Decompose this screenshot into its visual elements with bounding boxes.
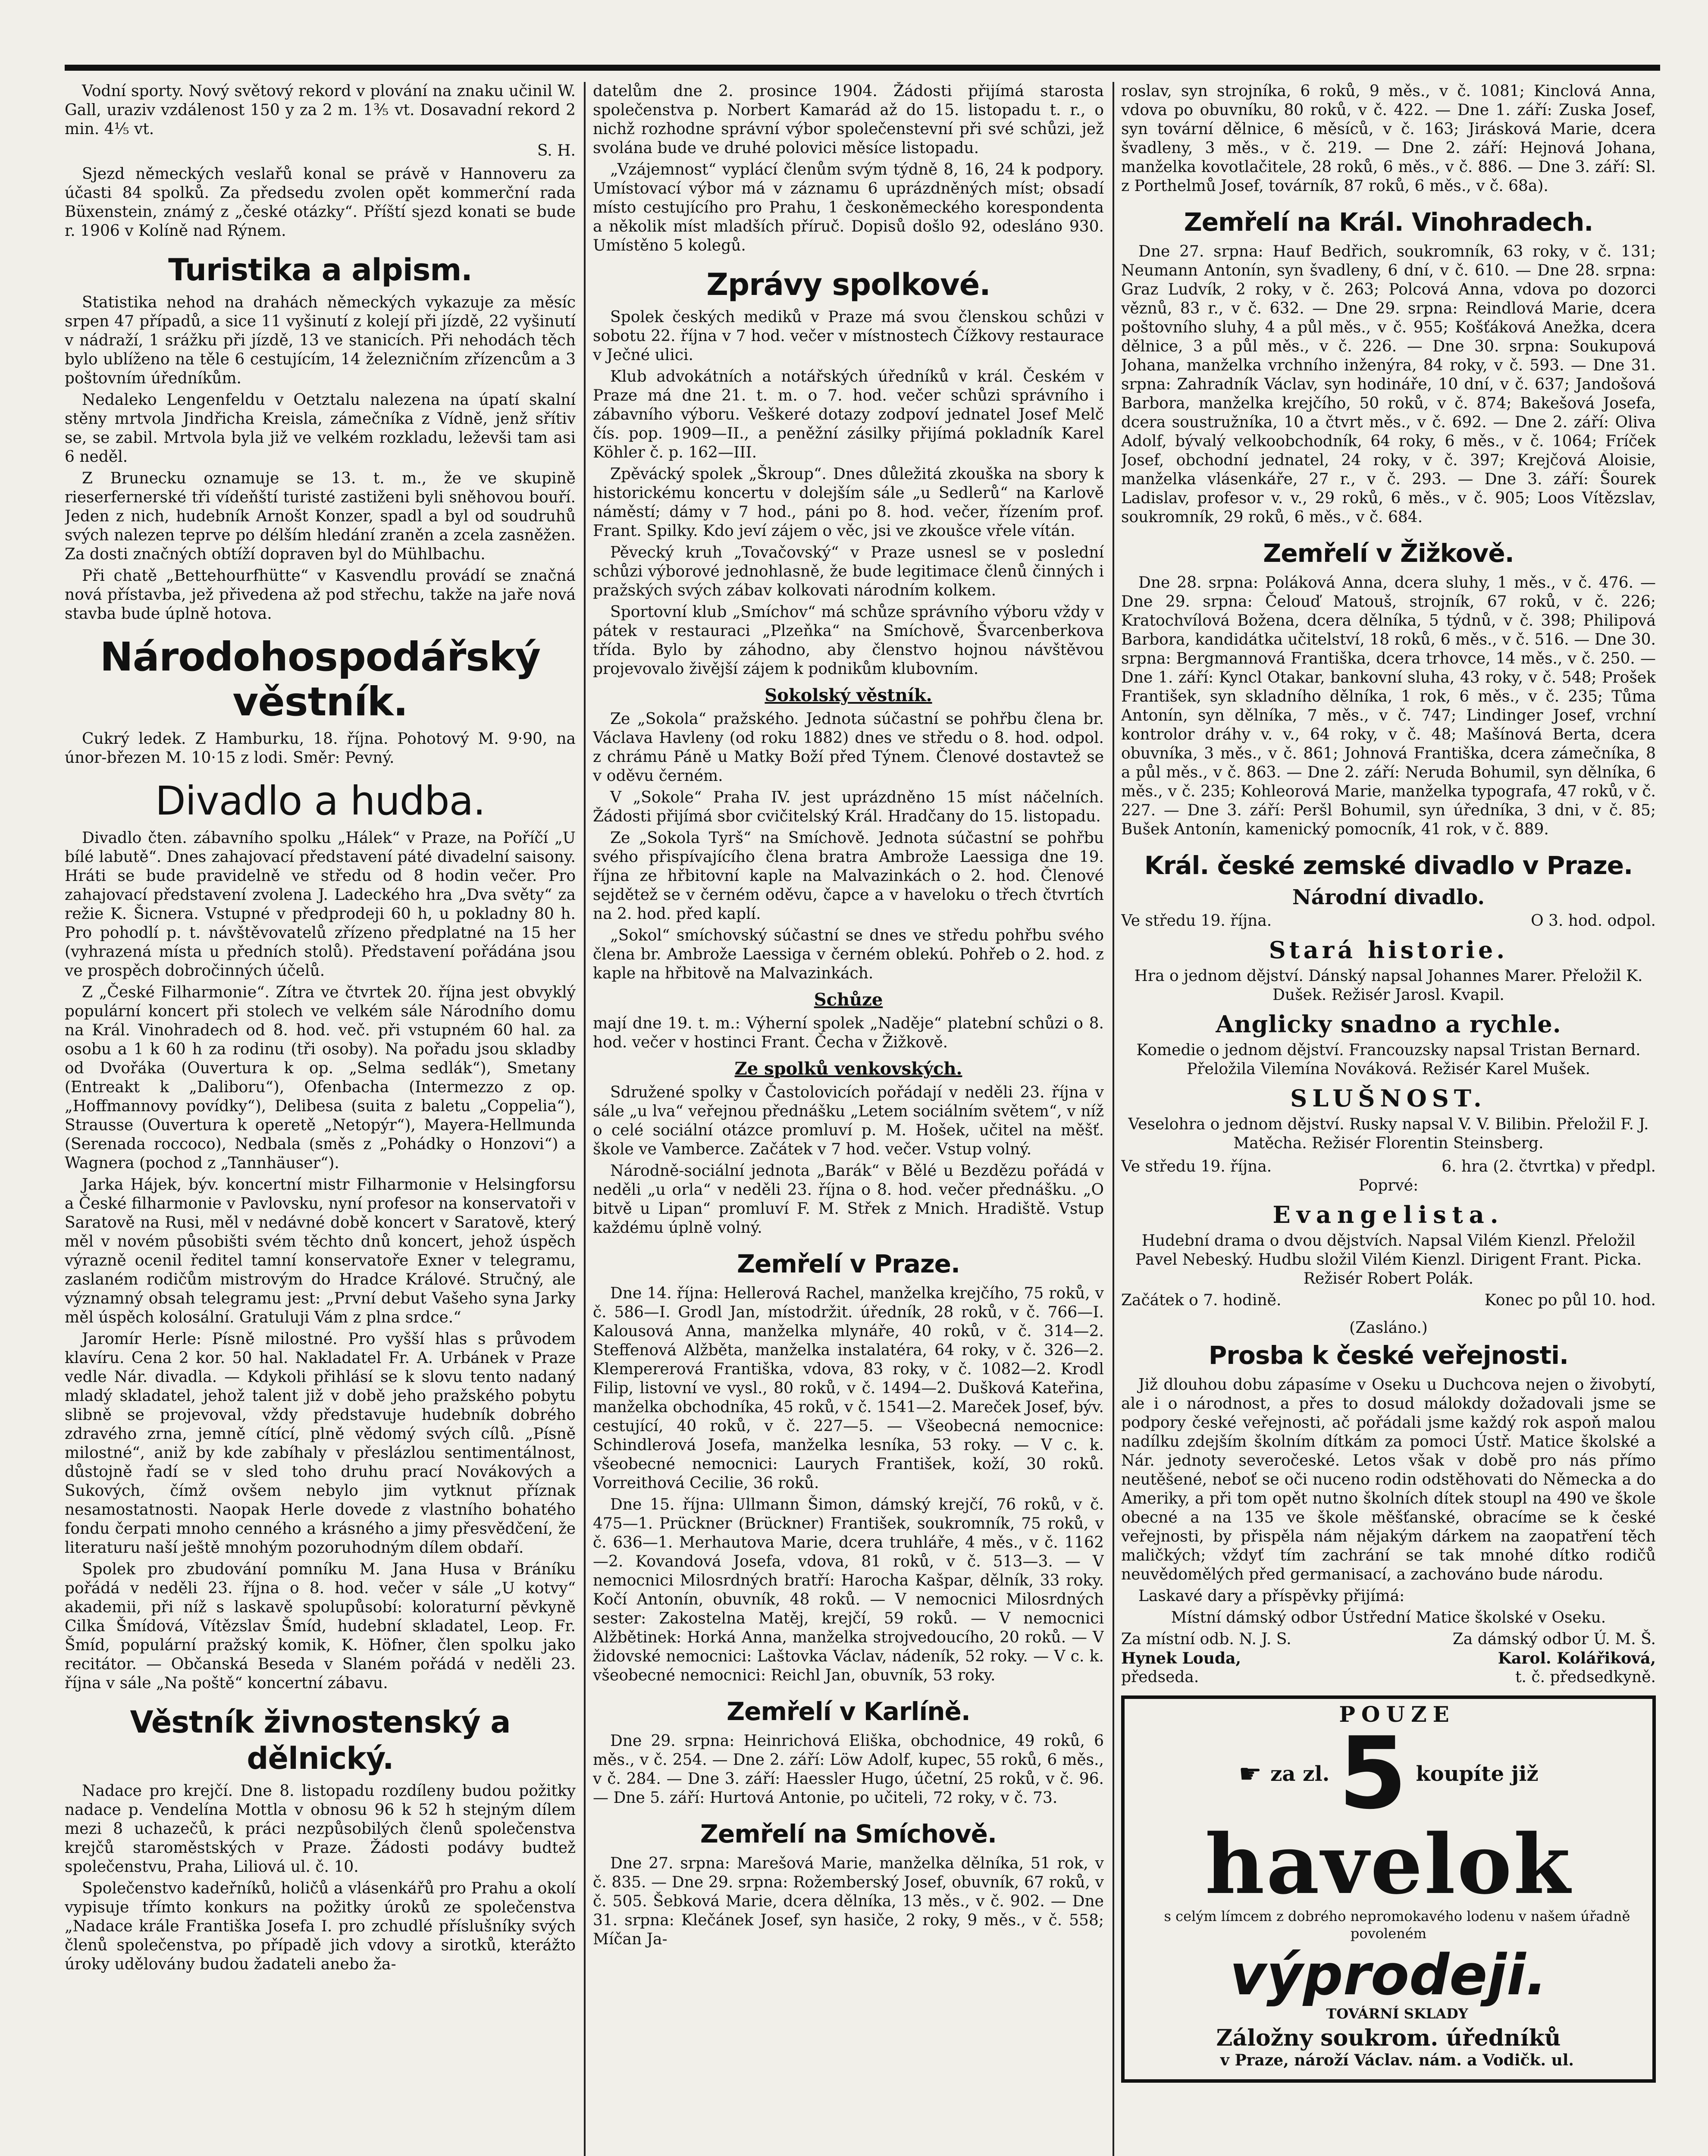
ad-vyprodeji: výprodeji.: [1230, 1942, 1547, 2008]
theatre-time-2: 6. hra (2. čtvrtka) v předpl.: [1442, 1158, 1656, 1175]
section-title-venkov: Ze spolků venkovských.: [734, 1059, 962, 1079]
pointing-hand-icon: ☛: [1238, 1759, 1262, 1789]
article-brunecku: Z Brunecku oznamuje se 13. t. m., že ve skupině rieserfernerské tři vídeňští turisté zastiženi byli sněhovou bouří. Jeden z nich, hudebník Arnošt Konzer, spadl a byl od soudruhů svých nalezen teprve po délším hledání zraněn a zcela zasněžen. Za dosti značných obtíží dopraven byl do Mühlbachu.: [65, 470, 576, 563]
prosba-signatures-2: [1121, 1649, 1656, 1668]
theatre-date-row-1: [1121, 912, 1656, 931]
header-rule: [65, 65, 1660, 71]
theatre-time-row: [1121, 1291, 1656, 1310]
article-barak: Národně-sociální jednota „Barák“ v Bělé u Bezdězu pořádá v neděli „u orla“ v neděli 23. října o 8. hod. večer přednášku. „O bitvě u Lipan“ promluví F. M. Střek z Mnich. Hradiště. Vstup každému úplně volný.: [593, 1162, 1104, 1237]
play-desc-4: Hudební drama o dvou dějstvích. Napsal Vilém Kienzl. Přeložil Pavel Nebeský. Hudbu složil Vilém Kienzl. Dirigent Frant. Picka. Režisér Robert Polák.: [1135, 1232, 1642, 1288]
play-desc-3: Veselohra o jednom dějství. Rusky napsal V. V. Bilibin. Přeložil F. J. Matěcha. Režisér Florentin Steinsberg.: [1128, 1116, 1649, 1152]
column-divider-2: [1113, 82, 1114, 2156]
section-title-zemreli-vinohrady: Zemřelí na Král. Vinohradech.: [1184, 207, 1593, 237]
section-title-vestnik: Věstník živnostenský a dělnický.: [130, 1705, 511, 1776]
article-tovacovsky: Pěvecký kruh „Tovačovský“ v Praze usnesl se v poslední schůzi výborové jednohlasně, že bude legitimace členů činných i pražských svých zábav kolkovati národním kolkem.: [593, 544, 1104, 599]
section-title-zemreli-zizkov: Zemřelí v Žižkově.: [1263, 539, 1514, 568]
article-signature: S. H.: [537, 142, 576, 160]
ad-pouze: POUZE: [1339, 1702, 1455, 1727]
section-title-turistika: Turistika a alpism.: [168, 252, 472, 288]
column-3: [1121, 82, 1656, 2156]
section-title-sokol: Sokolský věstník.: [765, 685, 932, 705]
ad-description: s celým límcem z dobrého nepromokavého lodenu v našem úřadně povoleném: [1164, 1908, 1630, 1942]
column-2: [593, 82, 1104, 2156]
theatre-date-row-2: [1121, 1157, 1656, 1176]
article-kadernici: Společenstvo kadeřníků, holičů a vlásenkářů pro Prahu a okolí vypisuje třímto konkurs na požitky úroků ze společenstva „Nadace krále Františka Josefa I. pro zchudlé příslušníky svých členů společenstva, po případě jich vdovy a sirotků, kterážto úroky udělovány budou žadateli anebo ža-: [65, 1880, 576, 1973]
theatre-date-2: Ve středu 19. října.: [1121, 1158, 1272, 1175]
prosba-signatures-3: [1121, 1668, 1656, 1687]
section-title-zemreli-karlin: Zemřelí v Karlíně.: [727, 1697, 970, 1726]
theatre-end: Konec po půl 10. hod.: [1484, 1291, 1656, 1309]
article-filharmonie: Z „České Filharmonie“. Zítra ve čtvrtek 20. října jest obvyklý populární koncert při stolech ve velkém sále Národního domu na Král. Vinohradech od 8. hod. več. při vstupném 60 hal. za osobu a 1 k 60 h za rodinu (tři osoby). Na pořadu jsou skladby od Dvořáka (Ouvertura k op. „Selma sedlák“), Smetany (Entreakt k „Daliboru“), Ofenbacha (Intermezzo z op. „Hoffmannovy povídky“), Delibesa (suita z baletu „Coppelia“), Strausse (Ouvertura k operetě „Netopýr“), Mayera-Hellmunda (Serenada roccoco), Nedbala (směs z „Pohádky o Honzovi“) a Wagnera (pochod z „Tannhäuser“).: [65, 984, 576, 1172]
ad-price-row: [1132, 1716, 1645, 1831]
article-smichov-klub: Sportovní klub „Smíchov“ má schůze správního výboru vždy v pátek v restauraci „Plzeňka“ na Smíchově, Švarcenberkova třída. Bylo by záhodno, aby členstvo hojnou návštěvou projevovalo živější zájem k podnikům klubovním.: [593, 603, 1104, 678]
article-continued-smichov: roslav, syn strojníka, 6 roků, 9 měs., v č. 1081; Kinclová Anna, vdova po obuvníku, 80 roků, v č. 422. — Dne 1. září: Zuska Josef, syn tovární dělnice, 6 měsíců, v č. 163; Jirásková Marie, dcera švadleny, 3 měs., v č. 219. — Dne 2. září: Hejnová Johana, manželka kovotlačitele, 28 roků, 6 měs., v č. 886. — Dne 3. září: Sl. z Porthelmů Josef, továrník, 87 roků, 6 měs., v č. 68a).: [1121, 82, 1656, 195]
section-title-zemreli-smichov: Zemřelí na Smíchově.: [700, 1819, 997, 1849]
ad-price: 5: [1338, 1716, 1407, 1831]
article-sokol-tyrs: Ze „Sokola Tyrš“ na Smíchově. Jednota súčastní se pohřbu svého přispívajícího člena bratra Ambrože Laessiga dne 19. října ze hřbitovní kaple na Malvazinkách o 2. hod. Členové sejdětež se v černém oděvu, čapce a v haveloku o třech čtvrtích na 2. hod. před kaplí.: [593, 829, 1104, 923]
section-title-narodohospodarsky: Národohospodářský věstník.: [100, 634, 541, 725]
article-continued: datelům dne 2. prosince 1904. Žádosti přijímá starosta společenstva p. Norbert Kamarád až do 15. listopadu t. r., o nichž rozhodne správní výbor společenstevní při své schůzi, jež svolána bude ve druhé polovici měsíce listopadu.: [593, 82, 1104, 157]
article-prosba-dary: Laskavé dary a příspěvky přijímá:: [1138, 1587, 1405, 1605]
play-desc-2: Komedie o jednom dějství. Francouzsky napsal Tristan Bernard. Přeložila Vilemína Nováková. Režisér Karel Mušek.: [1136, 1041, 1641, 1078]
column-1: [65, 82, 576, 2156]
advertisement-havelok: [1121, 1695, 1656, 2083]
article-halek: Divadlo čten. zábavního spolku „Hálek“ v Praze, na Poříčí „U bílé labutě“. Dnes zahajovací představení páté divadelní saisony. Hráti se bude pravidelně ve středu od 8 hodin večer. Pro zahajovací představení zvolena J. Ladeckého hra „Dva světy“ za režie K. Šicnera. Vstupné v předprodeji 60 h, u pokladny 80 h. Pro pohodlí p. t. návštěvovatelů zřízeno předplatné na 15 her (vyhrazená místa u předních stolů). Představení pořádána jsou ve prospěch dobročinných účelů.: [65, 829, 576, 980]
ad-address: v Praze, nároží Václav. nám. a Vodičk. ul.: [1220, 2051, 1574, 2069]
article-sokol-praha-iv: V „Sokole“ Praha IV. jest uprázdněno 15 míst náčelních. Žádosti přijímá sbor cvičitelský Král. Hradčany do 15. listopadu.: [593, 789, 1104, 825]
prosba-left-2: Hynek Louda,: [1121, 1649, 1241, 1667]
article-castolovice: Sdružené spolky v Častolovicích pořádají v neděli 23. října v sále „u lva“ veřejnou přednášku „Letem sociálním světem“, v níž o celé sociální otázce promluví p. M. Hošek, učitel na měšť. škole ve Vamberce. Začátek v 7 hod. večer. Vstup volný.: [593, 1084, 1104, 1158]
prosba-right-1: Za dámský odbor Ú. M. Š.: [1452, 1630, 1656, 1648]
article-zemreli-praha-14: Dne 14. října: Hellerová Rachel, manželka krejčího, 75 roků, v č. 586—I. Grodl Jan, místodržit. úředník, 28 roků, v č. 766—I. Kalousová Anna, manželka mlynáře, 40 roků, v č. 314—2. Steffenová Alžběta, manželka instalatéra, 64 roky, v č. 326—2. Klempererová Františka, vdova, 83 roky, v č. 1082—2. Krodl Filip, listovní ve vysl., 80 roků, v č. 1494—2. Dušková Kateřina, manželka obchodníka, 45 roků, v č. 1541—2. Mareček Josef, býv. cestující, 40 roků, v č. 227—5. — Všeobecná nemocnice: Schindlerová Josefa, manželka lesníka, 53 roky. — V c. k. všeobecné nemocnici: Laurych František, koží, 30 roků. Vorreithová Cecilie, 36 roků.: [593, 1285, 1104, 1492]
theatre-start: Začátek o 7. hodině.: [1121, 1291, 1282, 1309]
section-title-divadlo: Divadlo a hudba.: [155, 778, 486, 824]
theatre-premiere: Poprvé:: [1358, 1177, 1419, 1194]
article-zemreli-smichov: Dne 27. srpna: Marešová Marie, manželka dělníka, 51 rok, v č. 835. — Dne 29. srpna: Rožemberský Josef, obuvník, 67 roků, v č. 505. Šebková Marie, dcera dělníka, 13 měs., v č. 902. — Dne 31. srpna: Klečánek Josef, syn hasiče, 2 roky, 9 měs., v č. 558; Míčan Ja-: [593, 1855, 1104, 1948]
article-prosba: Již dlouhou dobu zápasíme v Oseku u Duchcova nejen o živobytí, ale i o národnost, a přes to dosud málokdy dožadovali jsme se podpory české veřejnosti, ač pořádali jsme každý rok aspoň malou nadílku zdejším školním dítkám za pomoci Ústř. Matice školské a Nár. jednoty severočeské. Letos však v době pro nás přímo neutěšené, neboť se oči nuceno rodin odstěhovati do Německa a do Ameriky, a při tom opět nutno školních dítek stoupl na 490 ve škole obecné a na 135 ve škole měšťanské, obracíme se k české veřejnosti, by přispěla nám nějakým dárkem na zaopatření těch maličkých; vždyť tím zachrání se tak mnohé dítko rodičů neuvědomělých před germanisací, a zachováno bude národu.: [1121, 1376, 1656, 1583]
ad-havelok: havelok: [1205, 1816, 1572, 1912]
article-zemreli-praha-15: Dne 15. října: Ullmann Šimon, dámský krejčí, 76 roků, v č. 475—1. Prückner (Brückner) František, soukromník, 75 roků, v č. 636—1. Merhautova Marie, dcera truhláře, 4 měs., v č. 1162—2. Kovandová Josefa, vdova, 81 roků, v č. 513—3. — V nemocnici Milosrdných bratří: Harocha Kašpar, dělník, 33 roky. Kočí Antonín, obuvník, 48 roků. — V nemocnici Milosrdných sester: Zakostelna Matěj, krejčí, 59 roků. — V nemocnici Alžbětinek: Horká Anna, manželka strojvedoucího, 20 roků. — V židovské nemocnici: Laštovka Václav, nádeník, 52 roky. — V c. k. všeobecné nemocnici: Reichl Jan, obuvník, 53 roky.: [593, 1496, 1104, 1684]
article-spolek-husa: Spolek pro zbudování pomníku M. Jana Husa v Bráníku pořádá v neděli 23. října o 8. hod. večer v sále „U kotvy“ akademii, při níž s laskavě spolupůsobí: koloraturní pěvkyně Cilka Šmídová, Vítězslav Šmíd, hudební skladatel, Leop. Fr. Šmíd, populární pražský komik, K. Höfner, člen spolku jako recitátor. — Občanská Beseda v Slaném pořádá v neděli 23. října v sále „Na poště“ koncertní zábavu.: [65, 1561, 576, 1692]
article-zemreli-vinohrady: Dne 27. srpna: Hauf Bedřich, soukromník, 63 roky, v č. 131; Neumann Antonín, syn švadleny, 6 dní, v č. 610. — Dne 28. srpna: Graz Ludvík, 2 roky, v č. 263; Polcová Anna, vdova po dozorci věznů, 83 r., v č. 632. — Dne 29. srpna: Reindlová Marie, dcera poštovního sluhy, 4 a půl měs., v č. 955; Košťáková Anežka, dcera dělnice, 3 a půl měs., v č. 226. — Dne 30. srpna: Soukupová Johana, manželka vrchního inženýra, 84 roky, v č. 593. — Dne 31. srpna: Zahradník Václav, syn hodináře, 10 dní, v č. 637; Jandošová Barbora, manželka krejčího, 50 roků, v č. 874; Bakešová Josefa, dcera soustružníka, 10 a čtvrt měs., v č. 692. — Dne 2. září: Oliva Adolf, bývalý velkoobchodník, 64 roky, 6 měs., v č. 1064; Fríček Josef, obchodní jednatel, 24 roky, v č. 397; Krejčová Aloisie, manželka vlásenkáře, 27 r., v č. 293. — Dne 3. září: Šourek Ladislav, profesor v. v., 29 roků, 6 měs., v č. 905; Loos Vítězslav, soukromník, 29 roků, 6 měs., v č. 684.: [1121, 243, 1656, 526]
section-title-theatre: Král. české zemské divadlo v Praze.: [1144, 851, 1633, 880]
newspaper-page: [65, 65, 1660, 2156]
play-title-3: SLUŠNOST.: [1290, 1084, 1487, 1112]
play-title-4: Evangelista.: [1272, 1201, 1504, 1228]
column-divider-1: [584, 82, 586, 2156]
theatre-subtitle: Národní divadlo.: [1292, 885, 1485, 909]
article-rail-statistics: Statistika nehod na drahách německých vykazuje za měsíc srpen 47 případů, a sice 11 vyšinutí z kolejí při jízdě, 22 vyšinutí v nádraží, 1 srážku při jízdě, 13 ve stanicích. Při nehodách těch bylo ublíženo na těle 6 cestujícím, 14 železničním zřízencům a 3 poštovním úředníkům.: [65, 294, 576, 387]
article-cukr: Cukrý ledek. Z Hamburku, 18. října. Pohotový M. 9·90, na únor-březen M. 10·15 z lodi. Směr: Pevný.: [65, 730, 576, 767]
ad-za: za zl.: [1270, 1762, 1330, 1786]
article-nadace-krejci: Nadace pro krejčí. Dne 8. listopadu rozdíleny budou požitky nadace p. Vendelína Mottla v obnosu 96 k 52 h stejným dílem mezi 8 uchazečů, k práci nezpůsobilých členů společenstva krejčů staroměstských v Praze. Žádosti podávy budtež společenstvu, Praha, Liliová ul. č. 10.: [65, 1782, 576, 1876]
article-prosba-org: Místní dámský odbor Ústřední Matice školské v Oseku.: [1171, 1609, 1606, 1626]
section-title-zpravy: Zprávy spolkové.: [706, 267, 990, 302]
prosba-right-2: Karol. Kolářiková,: [1498, 1649, 1656, 1667]
prosba-left-3: předseda.: [1121, 1668, 1199, 1686]
zaslano-label: (Zasláno.): [1349, 1319, 1428, 1337]
section-title-prosba: Prosba k české veřejnosti.: [1208, 1341, 1569, 1370]
play-title-2: Anglicky snadno a rychle.: [1216, 1010, 1561, 1038]
article-schuze: mají dne 19. t. m.: Výherní spolek „Naděje“ platební schůzi o 8. hod. večer v hostinci Frant. Čecha v Žižkově.: [593, 1015, 1104, 1051]
article-sport-record: Vodní sporty. Nový světový rekord v plování na znaku učinil W. Gall, uraziv vzdálenost 150 y za 2 m. 1⅗ vt. Dosavadní rekord 2 min. 4⅕ vt.: [65, 82, 576, 138]
article-lengenfeld: Nedaleko Lengenfeldu v Oetztalu nalezena na úpatí skalní stěny mrtvola Jindřicha Kreisla, zámečníka z Vídně, jenž sřítiv se, se zabil. Mrtvola byla již ve velkém rozkladu, leževši tam asi 6 neděl.: [65, 391, 576, 466]
ad-koupite: koupíte již: [1416, 1762, 1539, 1786]
article-zemreli-zizkov: Dne 28. srpna: Poláková Anna, dcera sluhy, 1 měs., v č. 476. — Dne 29. srpna: Čelouď Matouš, strojník, 67 roků, v č. 226; Kratochvílová Božena, dcera dělníka, 5 týdnů, v č. 398; Philipová Barbora, kandidátka učitelství, 18 roků, 6 měs., v č. 516. — Dne 30. srpna: Bergmannová Františka, dcera trhovce, 14 měs., v č. 250. — Dne 1. září: Kyncl Otakar, bankovní sluha, 43 roky, v č. 548; Prošek František, syn skladního dělníka, 1 rok, 6 měs., v č. 235; Tůma Antonín, syn dělníka, 7 měs., v č. 747; Lindinger Josef, vrchní kontrolor dráhy v. v., 64 roky, v č. 48; Mašínová Berta, dcera obuvníka, 3 měs., v č. 861; Johnová Františka, dcera zámečníka, 8 a půl měs., v č. 863. — Dne 2. září: Neruda Bohumil, syn dělníka, 6 měs., v č. 235; Kohleorová Marie, manželka typografa, 47 roků, v č. 227. — Dne 3. září: Peršl Bohumil, syn úředníka, 3 dni, v č. 85; Bušek Antonín, kamenický pomocník, 41 rok, v č. 889.: [1121, 574, 1656, 838]
article-zemreli-karlin: Dne 29. srpna: Heinrichová Eliška, obchodnice, 49 roků, 6 měs., v č. 254. — Dne 2. září: Löw Adolf, kupec, 55 roků, 6 měs., v č. 284. — Dne 3. září: Haessler Hugo, účetní, 25 roků, v č. 96. — Dne 5. září: Hurtová Antonie, po učiteli, 72 roky, v č. 73.: [593, 1732, 1104, 1807]
ad-tovarni: TOVÁRNÍ SKLADY: [1326, 2006, 1468, 2022]
section-title-zemreli-praha: Zemřelí v Praze.: [736, 1249, 960, 1279]
play-desc-1: Hra o jednom dějství. Dánský napsal Johannes Marer. Přeložil K. Dušek. Režisér Jarosl. Kvapil.: [1134, 967, 1643, 1004]
article-hajek: Jarka Hájek, býv. koncertní mistr Filharmonie v Helsingforsu a České filharmonie v Pavlovsku, nyní profesor na konservatoři v Saratově na Rusi, měl v nedávné době koncert v Saratově, který měl v novém působišti svém těchto dnů koncert, jehož úspěch výrazně ocenil ředitel tamní konservatoře Exner v telegramu, zaslaném rodičům mistrovým do Hradce Králové. Stručný, ale významný obsah telegramu jest: „První debut Vašeho syna Jarky měl úspěch kolosální. Gratuluji Vám z plna srdce.“: [65, 1176, 576, 1326]
article-herle: Jaromír Herle: Písně milostné. Pro vyšší hlas s průvodem klavíru. Cena 2 kor. 50 hal. Nakladatel Fr. A. Urbánek v Praze vedle Nár. divadla. — Kdykoli přihlásí se k slovu tento nadaný mladý skladatel, jehož talent již v době jeho pražského pobytu slibně se projevoval, vždy představuje hudebník dobrého zdravého zrna, jemně cítící, plně vědomý svých cílů. „Písně milostné“, aniž by kde zabíhaly v přeslázlou sentimentálnost, důstojně řadí se v sled toho druhu prací Novákových a Sukových, čímž ovšem nebylo jim vytknut příznak nesamostatnosti. Naopak Herle dovede z vlastního bohatého fondu čerpati mnoho cenného a krásného a jimy přesvědčení, že literaturu naší ještě mnohým pozoruhodným dílem obdaří.: [65, 1330, 576, 1557]
prosba-right-3: t. č. předsedkyně.: [1515, 1668, 1656, 1686]
article-vzajemnost: „Vzájemnost“ vyplácí členům svým týdně 8, 16, 24 k podpory. Umístovací výbor má v záznamu 6 uprázdněných míst; obsadí místo cestujícího pro Prahu, 1 českoněmeckého korespondenta a několik míst mladších příruč. Dopisů došlo 92, odesláno 930. Umístěno 5 kolegů.: [593, 161, 1104, 254]
article-sokol-smichovsky: „Sokol“ smíchovský súčastní se dnes ve středu pohřbu svého člena br. Ambrože Laessiga v černém oblekú. Pohřeb o 2. hod. z kaple na hřbitově na Malvazinkách.: [593, 927, 1104, 982]
section-title-schuze: Schůze: [814, 990, 883, 1010]
article-klub-advokatnich: Klub advokátních a notářských úředníků v král. Českém v Praze má dne 21. t. m. o 7. hod. večer schůzi správního i zábavního výboru. Veškeré dotazy zodpoví jednatel Josef Melč čís. pop. 1909—II., a peněžní zásilky přijímá pokladník Karel Köhler č. p. 162—III.: [593, 368, 1104, 461]
ad-zalozny: Záložny soukrom. úředníků: [1216, 2025, 1561, 2051]
prosba-left-1: Za místní odb. N. J. S.: [1121, 1630, 1291, 1648]
article-sokol-prazsky: Ze „Sokola“ pražského. Jednota súčastní se pohřbu člena br. Václava Havleny (od roku 1882) dnes ve středu o 8. hod. odpol. z chrámu Páně u Matky Boží před Týnem. Členové dostavtež se v oděvu černém.: [593, 710, 1104, 785]
theatre-time-1: O 3. hod. odpol.: [1531, 912, 1656, 930]
article-rowing-congress: Sjezd německých veslařů konal se právě v Hannoveru za účasti 84 spolků. Za předsedu zvolen opět kommerční rada Büxenstein, známý z „české otázky“. Příští sjezd konati se bude r. 1906 v Kolíně nad Rýnem.: [65, 165, 576, 240]
article-skroup: Zpěvácký spolek „Škroup“. Dnes důležitá zkouška na sbory k historickému koncertu v dolejším sále „u Sedlerů“ na Karlově náměstí; dámy v 7 hod., páni po 8. hod. večer, řízením prof. Frant. Spilky. Kdo jeví zájem o věc, jsi ve zkoušce vřele vítán.: [593, 465, 1104, 540]
article-medici: Spolek českých mediků v Praze má svou členskou schůzi v sobotu 22. října v 7 hod. večer v místnostech Čížkovy restaurace v Ječné ulici.: [593, 308, 1104, 364]
prosba-signatures-1: [1121, 1630, 1656, 1649]
play-title-1: Stará historie.: [1269, 936, 1508, 964]
article-chata: Při chatě „Bettehourfhütte“ v Kasvendlu provádí se značná nová přístavba, jež přivedena až pod střechu, takže na jaře nová stavba bude úplně hotova.: [65, 567, 576, 623]
theatre-date-1: Ve středu 19. října.: [1121, 912, 1272, 930]
